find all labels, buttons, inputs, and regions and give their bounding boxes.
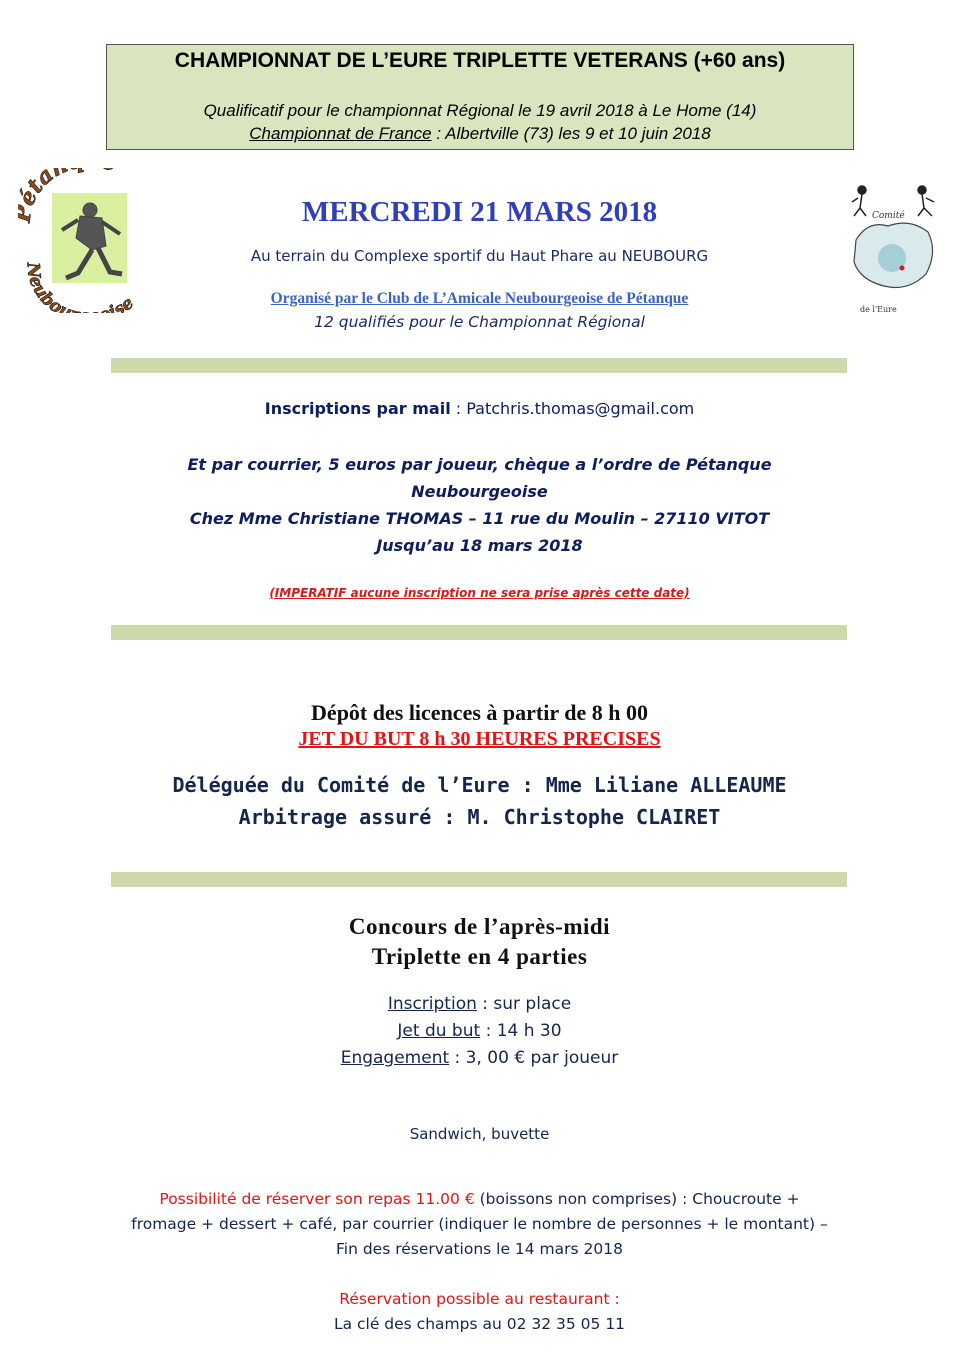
mail-address-link[interactable]: Patchris.thomas@gmail.com [466, 399, 695, 418]
section-divider [111, 872, 847, 887]
regional-qualifier-line: Qualificatif pour le championnat Régional le 19 avril 2018 à Le Home (14) [203, 101, 757, 120]
registration-deadline: Jusqu’au 18 mars 2018 [376, 536, 583, 555]
afternoon-inscription-label: Inscription [387, 994, 477, 1014]
restaurant-contact: La clé des champs au 02 32 35 05 11 [333, 1315, 626, 1333]
afternoon-format: Triplette en 4 parties [371, 944, 588, 969]
meal-price: Possibilité de réserver son repas 11.00 € [159, 1190, 475, 1208]
post-registration-line-2: Neubourgeoise [411, 482, 548, 501]
referee: Arbitrage assuré : M. Christophe CLAIRET [238, 805, 721, 829]
afternoon-title: Concours de l’après-midi [348, 914, 611, 939]
delegate: Déléguée du Comité de l’Eure : Mme Liliane ALLEAUME [172, 773, 787, 797]
france-championship-label: Championnat de France [249, 124, 432, 143]
meal-reservation-line-1 [0, 1187, 959, 1212]
afternoon-engagement [0, 1048, 959, 1068]
afternoon-inscription-value: : sur place [476, 994, 572, 1014]
afternoon-jet-value: : 14 h 30 [480, 1021, 562, 1041]
afternoon-inscription [0, 994, 959, 1014]
mail-registration-label: Inscriptions par mail [264, 399, 451, 418]
meal-reservation-line-2: fromage + dessert + café, par courrier (indiquer le nombre de personnes + le montant) – [131, 1215, 828, 1233]
france-championship-details: : Albertville (73) les 9 et 10 juin 2018 [431, 124, 711, 143]
mail-separator: : [450, 399, 467, 418]
logo-comite-text: Comité [872, 211, 905, 221]
france-championship-line [107, 124, 853, 144]
afternoon-jet-label: Jet du but [397, 1021, 481, 1041]
map-location-dot [900, 266, 905, 271]
organiser-link[interactable]: Organisé par le Club de L’Amicale Neubourgeoise de Pétanque [270, 290, 689, 307]
section-divider [111, 625, 847, 640]
header-box [106, 44, 854, 150]
afternoon-engagement-label: Engagement [340, 1048, 450, 1068]
afternoon-engagement-value: : 3, 00 € par joueur [449, 1048, 619, 1068]
post-address: Chez Mme Christiane THOMAS – 11 rue du Moulin – 27110 VITOT [189, 509, 770, 528]
meal-reservation-deadline: Fin des réservations le 14 mars 2018 [336, 1240, 623, 1258]
section-divider [111, 358, 847, 373]
qualified-count: 12 qualifiés pour le Championnat Régional [314, 313, 645, 331]
logo-text-top: ta [21, 168, 59, 199]
meal-details: (boissons non comprises) : Choucroute + [474, 1190, 800, 1208]
page-title: CHAMPIONNAT DE L’EURE TRIPLETTE VETERANS (+60 ans) [174, 49, 786, 72]
jet-du-but-time: JET DU BUT 8 h 30 HEURES PRECISES [298, 728, 661, 750]
mail-registration [0, 399, 959, 418]
post-registration-line-1: Et par courrier, 5 euros par joueur, chèque a l’ordre de Pétanque [187, 455, 772, 474]
logo-text-bottom: Neubou ise [22, 261, 138, 313]
event-venue: Au terrain du Complexe sportif du Haut Phare au NEUBOURG [250, 247, 709, 265]
afternoon-jet-du-but [0, 1021, 959, 1041]
logo-eure-text: de l'Eure [860, 305, 897, 314]
sandwich-buvette: Sandwich, buvette [409, 1125, 550, 1143]
imperatif-warning: (IMPERATIF aucune inscription ne sera prise après cette date) [269, 586, 690, 600]
event-date: MERCREDI 21 MARS 2018 [301, 196, 658, 228]
restaurant-reservation-label: Réservation possible au restaurant : [339, 1290, 620, 1308]
licence-deposit-time: Dépôt des licences à partir de 8 h 00 [311, 700, 648, 725]
